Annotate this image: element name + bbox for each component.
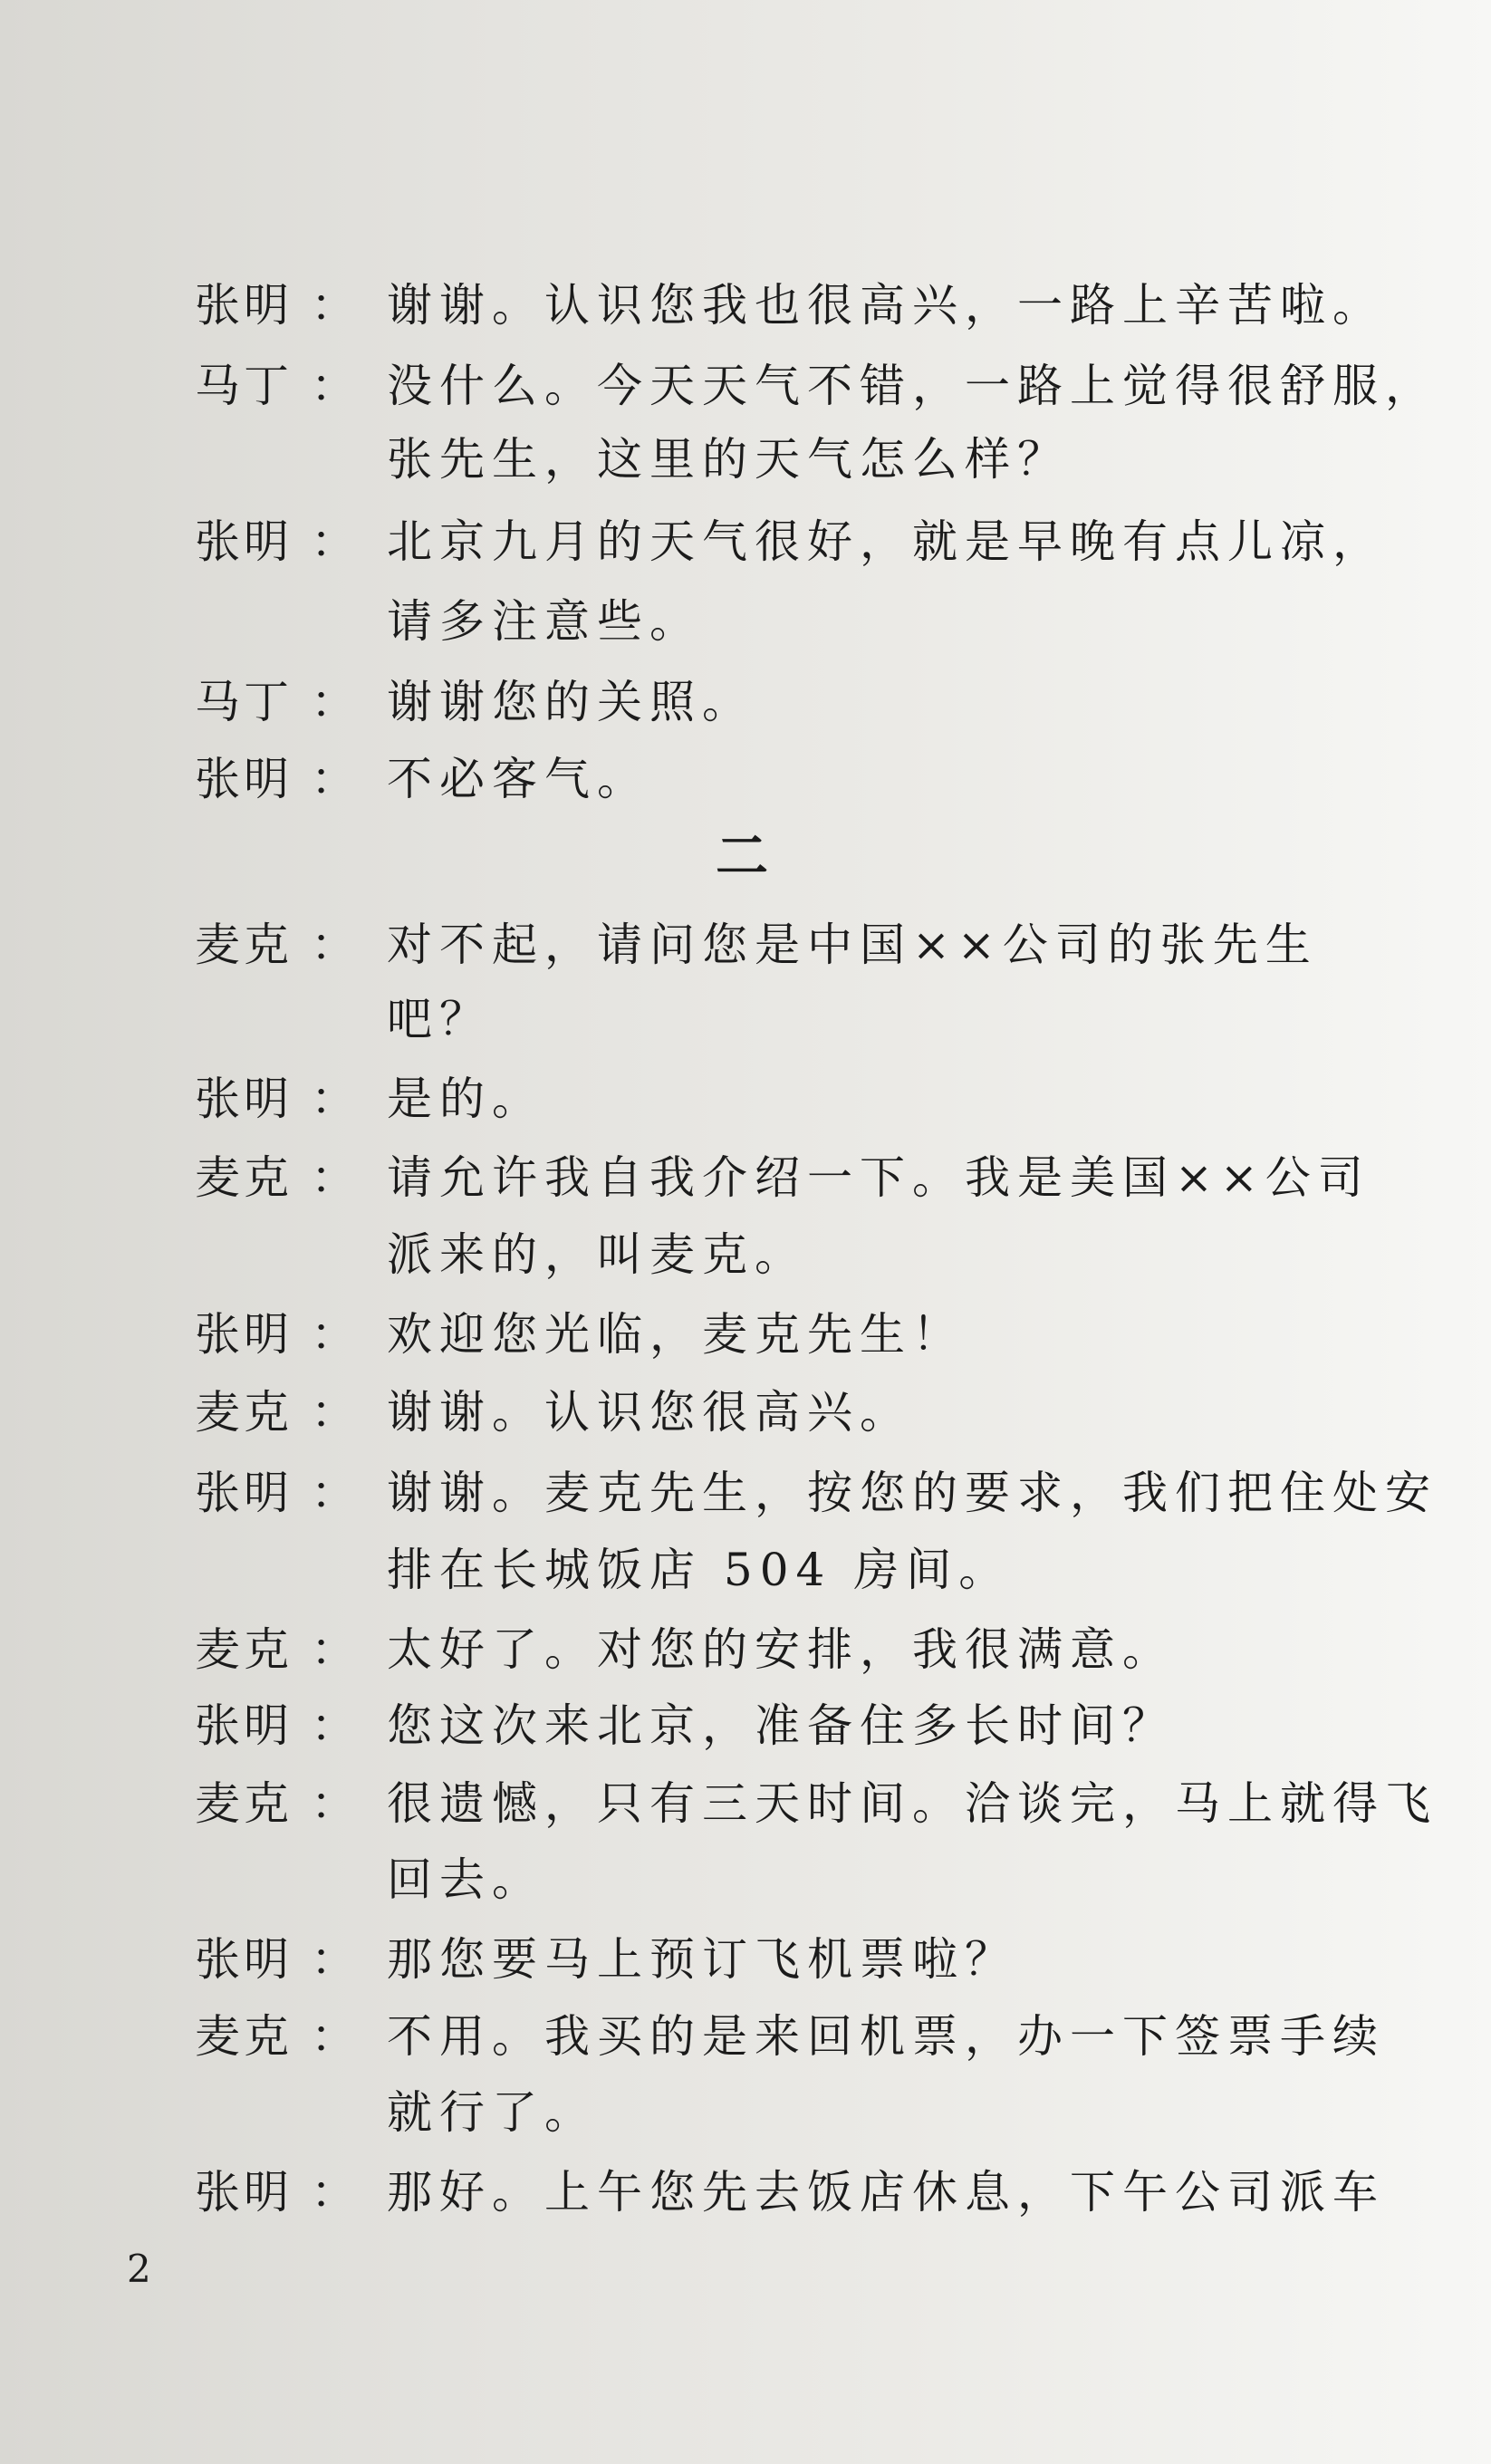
speaker-name: 张明: [195, 1073, 293, 1125]
dialogue-text: 欢迎您光临，麦克先生！: [387, 1308, 965, 1361]
speaker-name: 张明: [195, 1699, 293, 1752]
speaker-colon: ：: [311, 279, 356, 332]
speaker-name: 张明: [195, 2166, 293, 2219]
speaker-name: 麦克: [195, 1151, 293, 1204]
dialogue-line: [0, 1763, 1491, 1844]
speaker-colon: ：: [311, 1933, 356, 1986]
dialogue-text: 派来的，叫麦克。: [387, 1228, 807, 1281]
dialogue-text: 请允许我自我介绍一下。我是美国××公司: [387, 1151, 1371, 1204]
speaker-name: 麦克: [195, 919, 293, 971]
dialogue-line-continuation: [0, 1839, 1491, 1920]
dialogue-line-continuation: [0, 978, 1491, 1060]
speaker-colon: ：: [311, 1308, 356, 1361]
speaker-colon: ：: [311, 1073, 356, 1125]
speaker-name: 麦克: [195, 2010, 293, 2063]
speaker-name: 麦克: [195, 1386, 293, 1439]
speaker-colon: ：: [311, 1777, 356, 1830]
dialogue-line: [0, 501, 1491, 582]
dialogue-line: [0, 345, 1491, 427]
speaker-name: 张明: [195, 1467, 293, 1519]
dialogue-line-continuation: [0, 1214, 1491, 1295]
dialogue-text: 排在长城饭店 504 房间。: [387, 1544, 1012, 1596]
dialogue-line: [0, 1452, 1491, 1534]
dialogue-text: 您这次来北京，准备住多长时间？: [387, 1699, 1175, 1752]
dialogue-line: [0, 1996, 1491, 2077]
dialogue-text: 吧？: [387, 993, 492, 1045]
speaker-colon: ：: [311, 1623, 356, 1676]
dialogue-line: [0, 1137, 1491, 1218]
dialogue-text: 那您要马上预订飞机票啦？: [387, 1933, 1017, 1986]
speaker-colon: ：: [311, 515, 356, 568]
dialogue-line: [0, 904, 1491, 986]
speaker-colon: ：: [311, 1467, 356, 1519]
dialogue-text: 谢谢您的关照。: [387, 676, 755, 728]
speaker-name: 马丁: [195, 360, 293, 412]
speaker-colon: ：: [311, 360, 356, 412]
speaker-name: 张明: [195, 1933, 293, 1986]
dialogue-line: [0, 265, 1491, 346]
dialogue-text: 那好。上午您先去饭店休息，下午公司派车: [387, 2166, 1385, 2219]
dialogue-text: 太好了。对您的安排，我很满意。: [387, 1623, 1175, 1676]
dialogue-text: 回去。: [387, 1853, 544, 1906]
dialogue-line: [0, 1685, 1491, 1766]
dialogue-text: 是的。: [387, 1073, 544, 1125]
speaker-colon: ：: [311, 753, 356, 805]
dialogue-line: [0, 1919, 1491, 2000]
dialogue-line-continuation: [0, 581, 1491, 662]
dialogue-text: 谢谢。认识您很高兴。: [387, 1386, 912, 1439]
dialogue-line: [0, 1372, 1491, 1453]
dialogue-text: 请多注意些。: [387, 595, 702, 648]
speaker-name: 马丁: [195, 676, 293, 728]
speaker-name: 张明: [195, 753, 293, 805]
dialogue-text: 很遗憾，只有三天时间。洽谈完，马上就得飞: [387, 1777, 1438, 1830]
dialogue-text: 就行了。: [387, 2086, 597, 2139]
dialogue-text: 谢谢。麦克先生，按您的要求，我们把住处安: [387, 1467, 1438, 1519]
dialogue-text: 谢谢。认识您我也很高兴，一路上辛苦啦。: [387, 279, 1385, 332]
dialogue-text: 北京九月的天气很好，就是早晚有点儿凉，: [387, 515, 1385, 568]
speaker-colon: ：: [311, 1386, 356, 1439]
page-number: 2: [127, 2247, 151, 2291]
dialogue-text: 没什么。今天天气不错，一路上觉得很舒服，: [387, 360, 1438, 412]
speaker-colon: ：: [311, 919, 356, 971]
speaker-name: 张明: [195, 515, 293, 568]
speaker-name: 麦克: [195, 1623, 293, 1676]
dialogue-line-continuation: [0, 2072, 1491, 2153]
dialogue-text: 不必客气。: [387, 753, 649, 805]
dialogue-line: [0, 1609, 1491, 1690]
speaker-name: 张明: [195, 1308, 293, 1361]
dialogue-text: 对不起，请问您是中国××公司的张先生: [387, 919, 1318, 971]
dialogue-line-continuation: [0, 1529, 1491, 1611]
dialogue-line-continuation: [0, 419, 1491, 500]
section-heading: 二: [716, 825, 769, 887]
speaker-name: 麦克: [195, 1777, 293, 1830]
speaker-name: 张明: [195, 279, 293, 332]
dialogue-line: [0, 2151, 1491, 2233]
speaker-colon: ：: [311, 2010, 356, 2063]
speaker-colon: ：: [311, 1151, 356, 1204]
dialogue-line: [0, 1058, 1491, 1140]
speaker-colon: ：: [311, 676, 356, 728]
dialogue-text: 不用。我买的是来回机票，办一下签票手续: [387, 2010, 1385, 2063]
dialogue-text: 张先生，这里的天气怎么样？: [387, 433, 1070, 486]
dialogue-line: [0, 661, 1491, 743]
dialogue-line: [0, 1294, 1491, 1375]
dialogue-line: [0, 738, 1491, 820]
speaker-colon: ：: [311, 2166, 356, 2219]
speaker-colon: ：: [311, 1699, 356, 1752]
